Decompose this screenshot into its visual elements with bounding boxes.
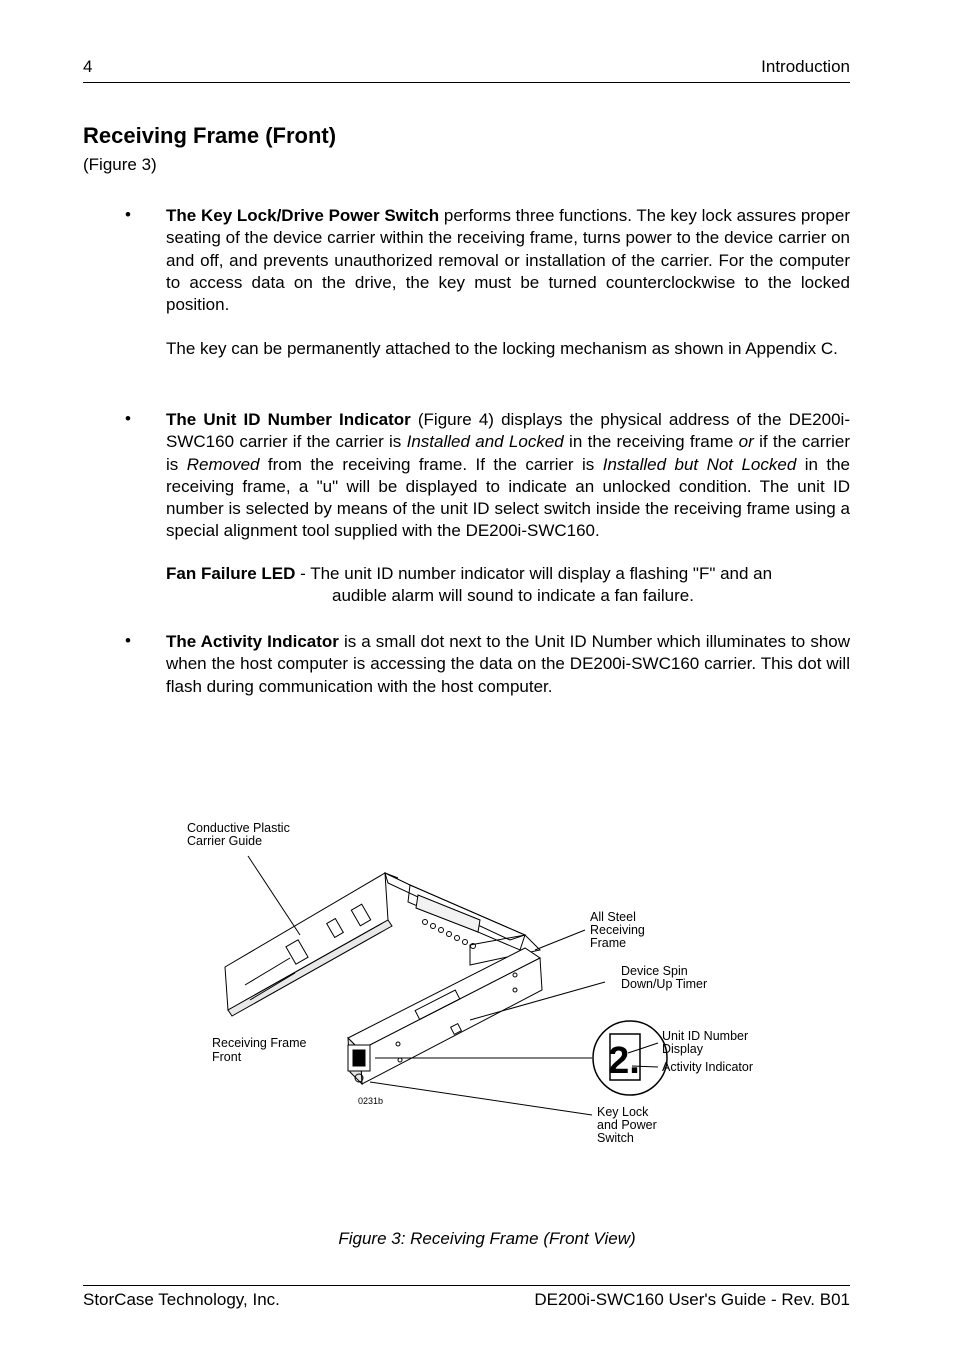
unit-id-digit: 2. — [608, 1040, 640, 1082]
page-number: 4 — [83, 57, 93, 76]
unit-id-text: if the carrier is — [166, 432, 850, 474]
section-title: Introduction — [761, 57, 850, 76]
key-lock-term: The Key Lock/Drive Power Switch — [166, 206, 440, 225]
receiving-frame-diagram — [170, 810, 790, 1155]
figure-caption: Figure 3: Receiving Frame (Front View) — [338, 1229, 636, 1248]
header-rule — [83, 82, 850, 83]
unit-id-emphasis: or — [738, 432, 754, 452]
fan-failure-paragraph — [166, 563, 856, 608]
label-key-lock-2: and Power — [597, 1118, 657, 1132]
unit-id-text: in the receiving frame — [563, 432, 739, 452]
label-spin-timer-2: Down/Up Timer — [621, 977, 708, 991]
activity-text: is a small dot next to the Unit ID Number which illuminates to show when the host computer is accessing the data on the DE200i-SWC160 carrier. This dot will flash during communication with the host computer. — [166, 632, 850, 696]
unit-id-emphasis: Installed and Locked — [406, 432, 564, 452]
unit-id-text: from the receiving frame. If the carrier is — [259, 454, 603, 474]
key-lock-paragraph-2: The key can be permanently attached to the locking mechanism as shown in Appendix C. — [166, 339, 838, 358]
page-title: Receiving Frame (Front) — [83, 123, 337, 148]
activity-paragraph — [166, 631, 850, 698]
fan-failure-term: Fan Failure LED — [166, 564, 296, 583]
figure-reference: (Figure 3) — [83, 155, 157, 174]
footer-document: DE200i-SWC160 User's Guide - Rev. B01 — [534, 1290, 850, 1309]
fan-failure-text: - The unit ID number indicator will display a flashing "F" and an — [295, 564, 773, 583]
bullet-marker: • — [125, 631, 131, 650]
label-spin-timer-1: Device Spin — [621, 964, 688, 978]
fan-failure-text-2: audible alarm will sound to indicate a fan failure. — [332, 586, 694, 606]
bullet-marker: • — [125, 205, 131, 224]
bullet-marker: • — [125, 409, 131, 428]
label-steel-frame-1: All Steel — [590, 910, 636, 924]
label-conductive-guide-1: Conductive Plastic — [187, 821, 290, 835]
label-unit-id-1: Unit ID Number — [662, 1029, 749, 1043]
key-lock-text: performs three functions. The key lock assures proper seating of the device carrier within the receiving frame, turns power to the device carrier on and off, and prevents unauthorized removal or installation of the carrier. For the computer to access data on the drive, the key must be turned counterclockwise to the locked position. — [166, 206, 850, 315]
label-steel-frame-3: Frame — [590, 936, 627, 950]
footer-company: StorCase Technology, Inc. — [83, 1290, 280, 1309]
part-code: 0231b — [358, 1096, 384, 1106]
unit-id-term: The Unit ID Number Indicator — [166, 410, 411, 429]
unit-id-text: (Figure 4) displays the physical address of the DE200i-SWC160 carrier if the carrier is — [166, 410, 850, 452]
label-frame-front-1: Receiving Frame — [212, 1036, 307, 1050]
label-key-lock-1: Key Lock — [597, 1105, 649, 1119]
unit-id-emphasis: Installed but Not Locked — [602, 454, 797, 474]
label-key-lock-3: Switch — [597, 1131, 634, 1145]
activity-term: The Activity Indicator — [166, 632, 339, 651]
unit-id-text: in the receiving frame, a "u" will be displayed to indicate an unlocked condition. The unit ID number is selected by means of the unit ID select switch inside the receiving frame using a special alignment tool supplied with the DE200i-SWC160. — [166, 454, 851, 541]
label-activity-indicator: Activity Indicator — [662, 1060, 754, 1074]
unit-id-emphasis: Removed — [186, 454, 260, 474]
footer-rule — [83, 1285, 850, 1286]
key-lock-paragraph — [166, 205, 850, 316]
label-conductive-guide-2: Carrier Guide — [187, 834, 263, 848]
label-frame-front-2: Front — [212, 1050, 242, 1064]
unit-id-paragraph — [166, 409, 850, 543]
label-unit-id-2: Display — [662, 1042, 703, 1056]
label-steel-frame-2: Receiving — [590, 923, 645, 937]
